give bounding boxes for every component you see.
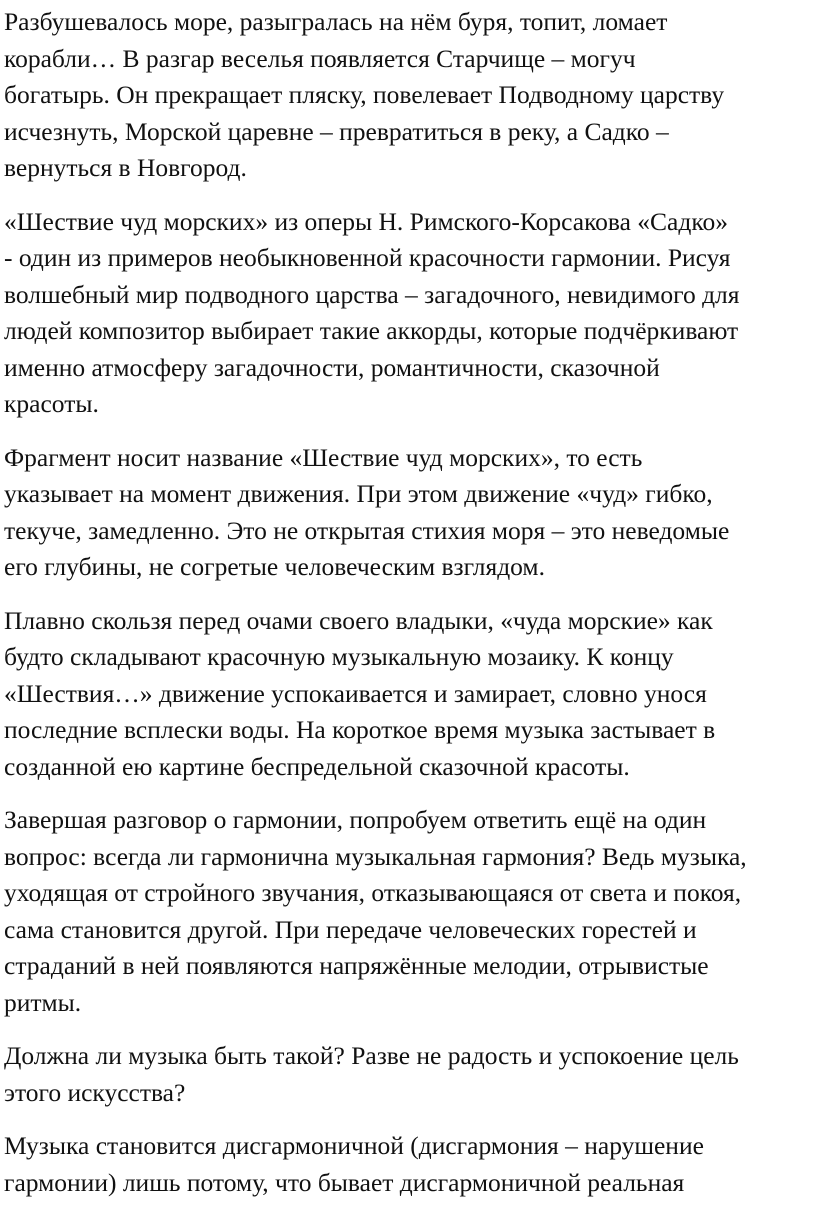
text-line: текуче, замедленно. Это не открытая стихия моря – это неведомые [4,515,730,545]
paragraph-3 [4,440,816,586]
text-line: сама становится другой. При передаче человеческих горестей и [4,914,697,944]
text-line: Музыка становится дисгармоничной (дисгармония – нарушение [4,1131,704,1160]
text-line: Должна ли музыка быть такой? Разве не радость и успокоение цель [4,1041,739,1070]
text-line: этого искусства? [4,1077,186,1107]
text-line: Плавно скользя перед очами своего владыки, «чуда морские» как [4,605,713,635]
text-line: исчезнуть, Морской царевне – превратиться в реку, а Садко – [4,116,669,146]
text-line: страданий в ней появляются напряжённые мелодии, отрывистые [4,951,709,980]
text-line: вернуться в Новгород. [4,153,247,182]
text-line: людей композитор выбирает такие аккорды, которые подчёркивают [4,316,739,345]
paragraph-7 [4,1128,816,1201]
text-line: Разбушевалось море, разыгралась на нём буря, топит, ломает [4,7,668,36]
text-line: Завершая разговор о гармонии, попробуем ответить ещё на один [4,805,707,834]
text-line: именно атмосферу загадочности, романтичности, сказочной [4,352,660,382]
paragraph-5 [4,802,816,1021]
text-line: красоты. [4,389,99,418]
text-line: гармонии) лишь потому, что бывает дисгармоничной реальная [4,1167,685,1197]
paragraph-4 [4,603,816,786]
text-line: его глубины, не согретые человеческим взглядом. [4,552,545,581]
text-line: созданной ею картине беспредельной сказочной красоты. [4,751,630,781]
text-line: - один из примеров необыкновенной красочности гармонии. Рисуя [4,243,731,272]
paragraph-6 [4,1038,816,1111]
text-line: Фрагмент носит название «Шествие чуд морских», то есть [4,442,643,472]
text-line: «Шествие чуд морских» из оперы Н. Римского-Корсакова «Садко» [4,206,728,236]
paragraph-1 [4,4,816,187]
text-line: волшебный мир подводного царства – загадочного, невидимого для [4,279,740,309]
text-line: ритмы. [4,987,82,1017]
text-line: богатырь. Он прекращает пляску, повелевает Подводному царству [4,80,725,109]
text-line: будто складывают красочную музыкальную мозаику. К концу [4,642,674,671]
text-line: корабли… В разгар веселья появляется Старчище – могуч [4,43,636,73]
text-line: уходящая от стройного звучания, отказывающаяся от света и покоя, [4,878,742,907]
text-line: «Шествия…» движение успокаивается и замирает, словно унося [4,678,707,708]
text-line: вопрос: всегда ли гармонична музыкальная гармония? Ведь музыка, [4,841,747,871]
text-line: указывает на момент движения. При этом движение «чуд» гибко, [4,479,713,508]
text-line: последние всплески воды. На короткое время музыка застывает в [4,715,716,744]
paragraph-2 [4,204,816,423]
